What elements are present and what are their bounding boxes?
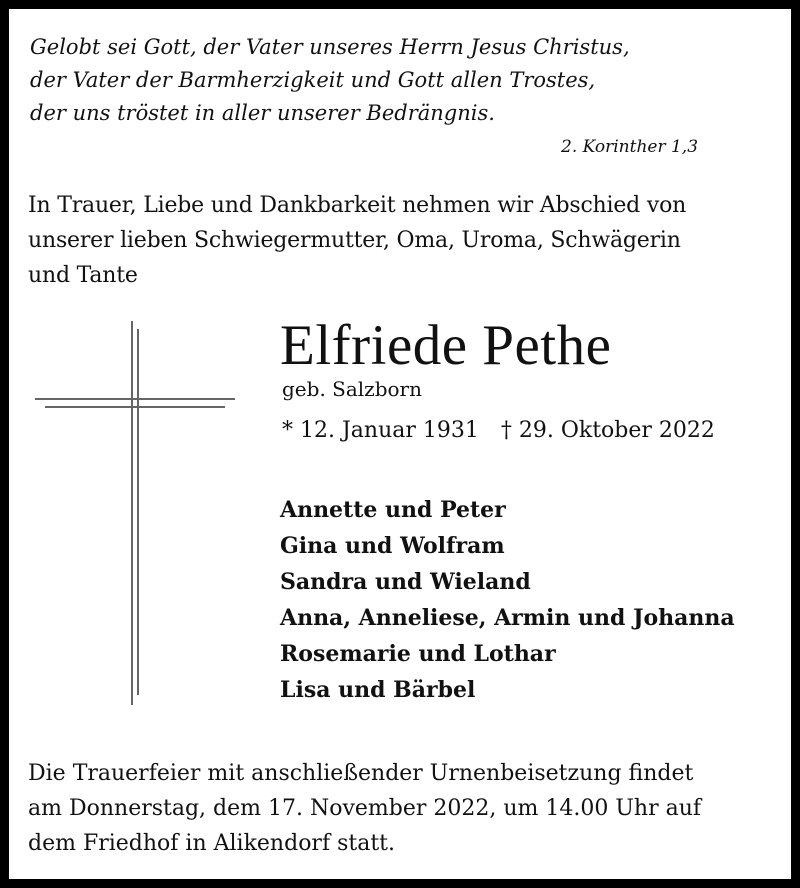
intro-line: In Trauer, Liebe und Dankbarkeit nehmen wir Abschied von <box>28 193 687 218</box>
death-date: † 29. Oktober 2022 <box>500 418 715 443</box>
intro-line: und Tante <box>28 263 138 288</box>
obituary-notice <box>9 9 791 879</box>
verse-line: der Vater der Barmherzigkeit und Gott allen Trostes, <box>30 68 596 92</box>
intro-line: unserer lieben Schwiegermutter, Oma, Uroma, Schwägerin <box>28 228 681 253</box>
intro-text <box>28 188 788 293</box>
family-member: Anna, Anneliese, Armin und Johanna <box>280 605 735 631</box>
bible-verse <box>30 31 750 130</box>
verse-line: der uns tröstet in aller unserer Bedrängnis. <box>30 101 495 125</box>
service-line: am Donnerstag, dem 17. November 2022, um 14.00 Uhr auf <box>28 796 702 821</box>
service-line: dem Friedhof in Alikendorf statt. <box>28 831 396 856</box>
family-list <box>280 492 735 708</box>
cross-icon <box>31 317 241 707</box>
birth-date: * 12. Januar 1931 <box>282 418 479 443</box>
family-member: Sandra und Wieland <box>280 569 531 595</box>
birth-name: geb. Salzborn <box>282 377 422 401</box>
service-info <box>28 756 788 861</box>
family-member: Rosemarie und Lothar <box>280 641 556 667</box>
life-dates <box>282 418 715 443</box>
deceased-name: Elfriede Pethe <box>280 314 612 377</box>
service-line: Die Trauerfeier mit anschließender Urnenbeisetzung findet <box>28 761 694 786</box>
verse-line: Gelobt sei Gott, der Vater unseres Herrn Jesus Christus, <box>30 35 630 59</box>
verse-source: 2. Korinther 1,3 <box>561 137 699 157</box>
family-member: Annette und Peter <box>280 497 506 523</box>
family-member: Lisa und Bärbel <box>280 677 476 703</box>
family-member: Gina und Wolfram <box>280 533 505 559</box>
